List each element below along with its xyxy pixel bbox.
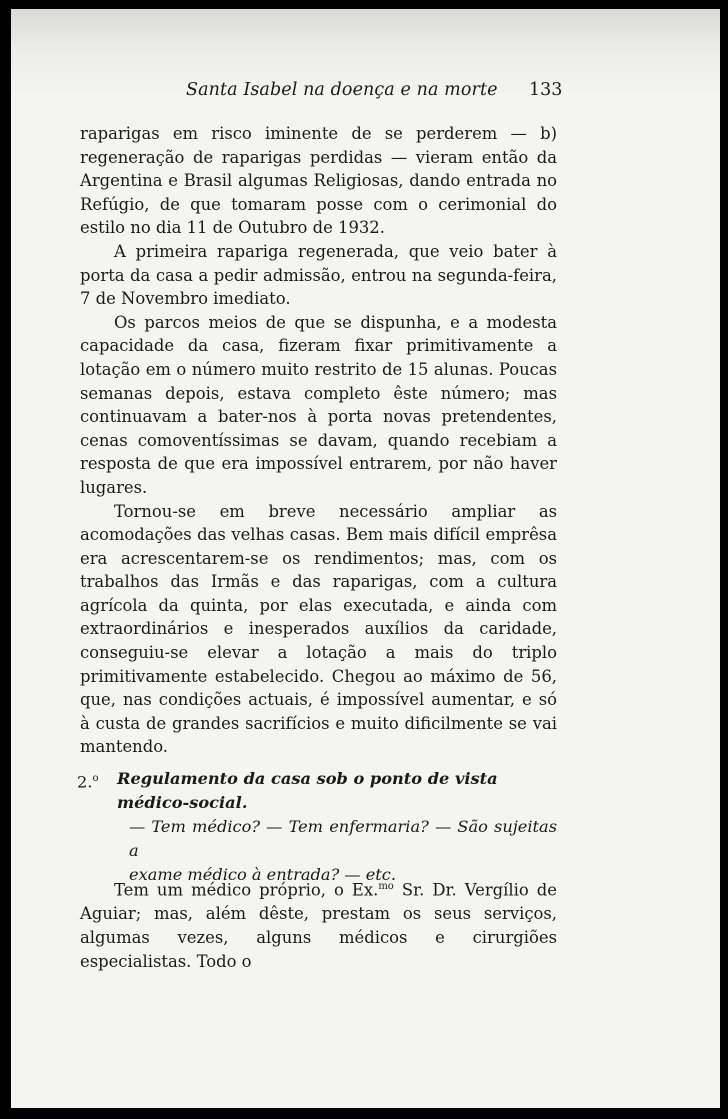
closing-text	[80, 875, 557, 974]
section-subtitle-line-2: exame médico à entrada? — etc.	[129, 865, 397, 884]
paragraph-continuation: raparigas em risco iminente de se perderem — b) regeneração de raparigas perdidas — vieram então da Argentina e Brasil algumas Religiosas, dando entrada no Refúgio, de que tomaram posse com o cerimonial do estilo no dia 11 de Outubro de 1932.	[80, 124, 557, 238]
section-heading	[77, 767, 557, 887]
paragraph: Tornou-se em breve necessário ampliar as acomodações das velhas casas. Bem mais difícil emprêsa era acrescentarem-se os rendimentos; mas, com os trabalhos das Irmãs e das raparigas, com a cultura agrícola da quinta, por elas executada, e ainda com extraordinários e inesperados auxílios da caridade, conseguiu-se elevar a lotação a mais do triplo primitivamente estabelecido. Chegou ao máximo de 56, que, nas condições actuais, é impossível aumentar, e só à custa de grandes sacrifícios e muito dificilmente se vai mantendo.	[80, 501, 557, 757]
section-number: 2.$^o$	[77, 772, 99, 792]
book-page	[11, 9, 720, 1108]
paragraph: Tem um médico próprio, o Ex.$^{mo}$ Sr. Dr. Vergílio de Aguiar; mas, além dêste, prestam os seus serviços, algumas vezes, alguns médicos e cirurgiões especialistas. Todo o	[80, 880, 557, 971]
running-title: Santa Isabel na doença e na morte	[186, 80, 498, 100]
paragraph: A primeira rapariga regenerada, que veio bater à porta da casa a pedir admissão, entrou na segunda-feira, 7 de Novembro imediato.	[80, 241, 557, 309]
main-text	[80, 122, 557, 759]
running-header	[11, 80, 720, 104]
section-subtitle-line-1: — Tem médico? — Tem enfermaria? — São sujeitas a	[129, 817, 557, 860]
section-title: Regulamento da casa sob o ponto de vista médico-social.	[117, 769, 498, 812]
paragraph: Os parcos meios de que se dispunha, e a modesta capacidade da casa, fizeram fixar primitivamente a lotação em o número muito restrito de 15 alunas. Poucas semanas depois, estava completo êste número; mas continuavam a bater-nos à porta novas pretendentes, cenas comoventíssimas se davam, quando recebiam a resposta de que era impossível entrarem, por não haver lugares.	[80, 312, 557, 497]
page-number: 133	[529, 80, 563, 100]
